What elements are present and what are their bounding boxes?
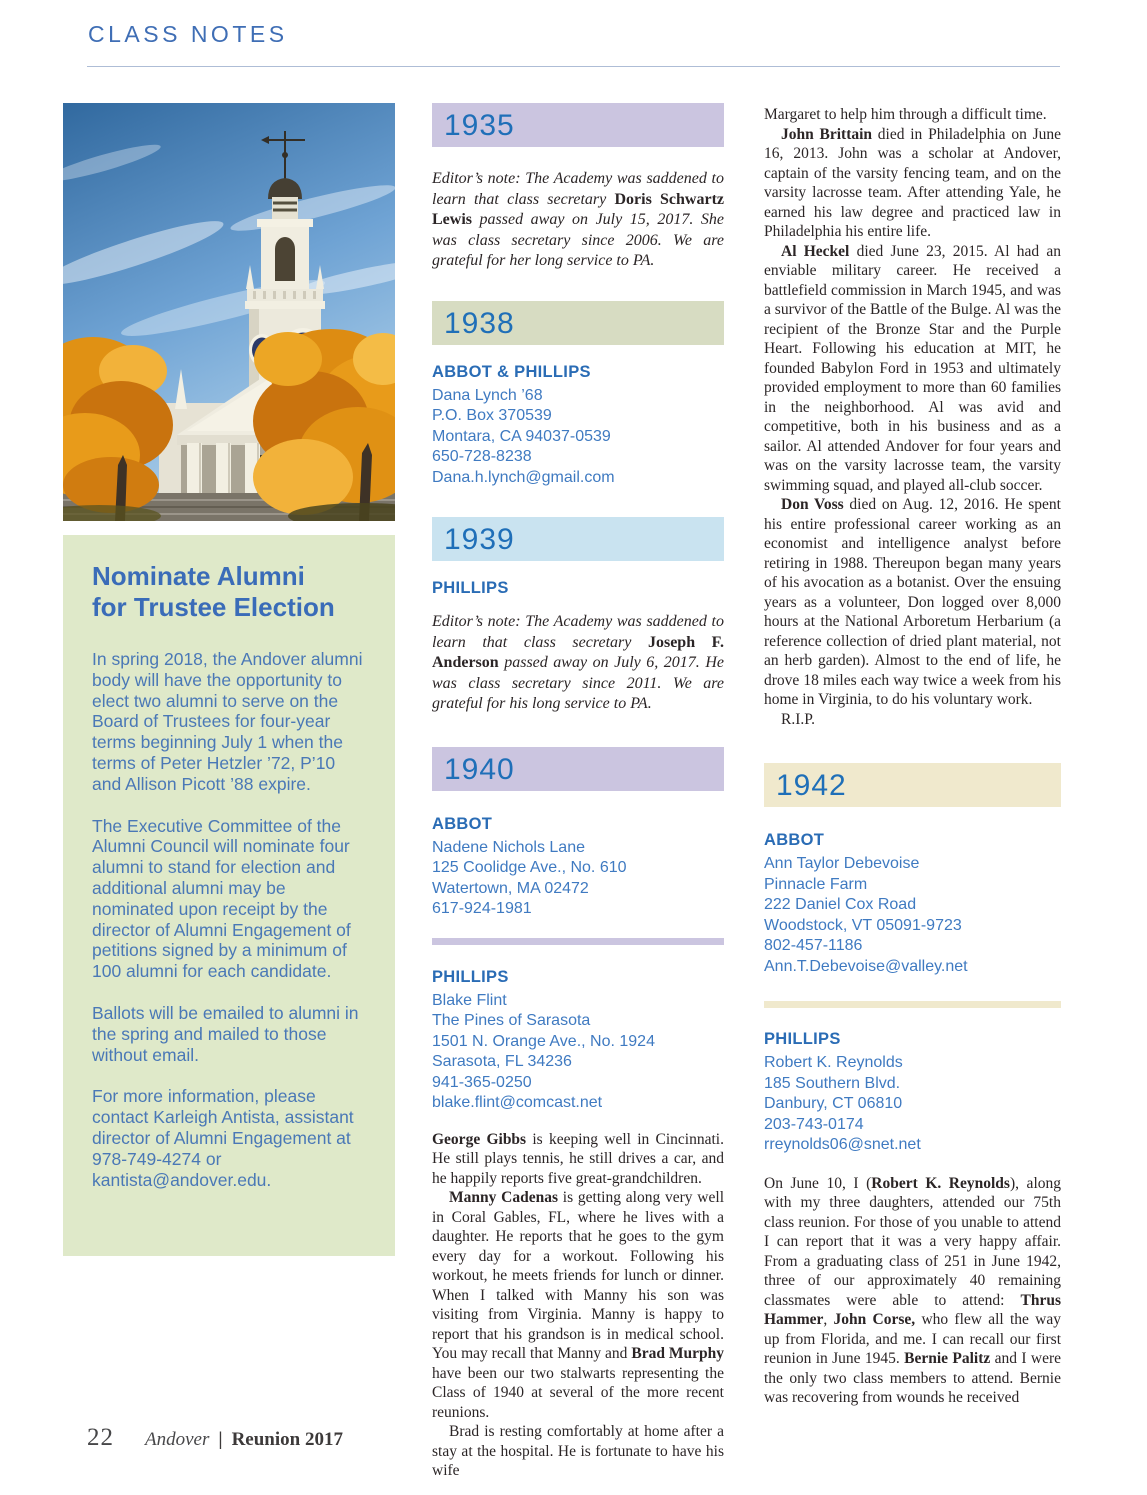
paragraph [764, 710, 1061, 730]
person-name: George Gibbs [432, 1130, 527, 1148]
text-segment: R.I.P. [781, 710, 816, 728]
contact-label-1942-abbot: ABBOT [764, 831, 825, 849]
text-segment: died on Aug. 12, 2016. He spent his entire professional career working as an economist and intelligence analyst before retiring in 1988. Thereupon began many years of his avocation as a botanist. Over the ensuing years as a volunteer, Don logged over 8,000 hours at the National Arboretum Herbarium (a reference collection of dried plant material, not an herb garden). Almost to the end of life, he drove 18 miles each way twice a week from his home in Virginia, to do his voluntary work. [764, 496, 1061, 708]
contact-line: Dana Lynch ’68 [432, 386, 543, 404]
class-notes-1942-text [764, 1174, 1061, 1408]
nominate-paragraph: For more information, please contact Karleigh Antista, assistant director of Alumni Engagement at 978-749-4274 or kantista@andover.edu. [92, 1086, 354, 1190]
section-header-1935 [432, 103, 724, 147]
contact-line: blake.flint@comcast.net [432, 1094, 603, 1111]
class-notes-1940-continued [764, 105, 1061, 729]
contact-line: P.O. Box 370539 [432, 407, 552, 424]
class-notes-1940-text [432, 1130, 724, 1481]
contact-label-1940-abbot: ABBOT [432, 814, 493, 833]
person-name: John Brittain [781, 125, 873, 143]
text-segment: have been our two stalwarts representing the Class of 1940 at several of the more recent reunions. [432, 1364, 724, 1421]
section-divider-1942 [764, 1001, 1061, 1008]
header-rule [87, 66, 1060, 67]
contact-line: 1501 N. Orange Ave., No. 1924 [432, 1032, 655, 1050]
person-name: Robert K. Reynolds [871, 1174, 1010, 1192]
campus-photo [63, 103, 395, 521]
contact-line: Nadene Nichols Lane [432, 838, 585, 856]
text-segment: died in Philadelphia on June 16, 2013. John was a scholar at Andover, captain of the varsity fencing team, and on the varsity lacrosse team. After attending Yale, he earned his law degree and practiced law in Philadelphia his entire life. [764, 125, 1061, 240]
year-1940: 1940 [444, 752, 515, 786]
text-segment: died June 23, 2015. Al had an enviable military career. He received a battlefield commission in March 1945, and was a survivor of the Battle of the Bulge. Al was the recipient of the Bronze Star and the Purple Heart. Following his education at MIT, he founded Babylon Ford in 1953 and ultimately provided employment to more than 60 families in the neighborhood. Al was avid and competitive, both in his business and as a sailor. Al attended Andover for four years and was on the varsity lacrosse team, the varsity swimming squad, and played all-club soccer. [764, 242, 1061, 494]
contact-line: Montara, CA 94037-0539 [432, 427, 611, 445]
contact-line: 185 Southern Blvd. [764, 1074, 901, 1092]
contact-line: 617-924-1981 [432, 900, 532, 917]
contact-label-1940-phillips: PHILLIPS [432, 967, 509, 986]
contact-line: Woodstock, VT 05091-9723 [764, 916, 962, 934]
paragraph [432, 1130, 724, 1189]
section-divider-1940 [432, 938, 724, 945]
contact-line: The Pines of Sarasota [432, 1012, 591, 1029]
text-segment: Brad is resting comfortably at home after a stay at the hospital. He is fortunate to have his wife [432, 1423, 724, 1479]
magazine-name: Andover [145, 1429, 210, 1450]
page-number: 22 [87, 1424, 114, 1451]
paragraph [764, 105, 1061, 125]
section-header-1938 [432, 301, 724, 345]
middle-column [432, 103, 724, 1481]
contact-label-1938: ABBOT & PHILLIPS [432, 362, 591, 381]
page-footer [87, 1424, 343, 1452]
paragraph [432, 1422, 724, 1481]
text-segment: Editor’s note: The Academy was saddened to learn that class secretary [432, 613, 724, 651]
person-name: John Corse, [833, 1311, 916, 1328]
contact-line: 125 Coolidge Ave., No. 610 [432, 859, 627, 876]
contact-info-1942-abbot [764, 854, 1061, 977]
right-autumn-tree [253, 329, 395, 521]
person-name: Doris Schwartz Lewis [432, 190, 724, 228]
text-segment: and I were the only two class members to attend. Bernie was recovering from wounds he received [764, 1350, 1061, 1406]
text-segment: passed away on July 6, 2017. He was class secretary since 2011. We are grateful for his long service to PA. [432, 654, 724, 712]
text-segment: is keeping well in Cincinnati. He still plays tennis, he still drives a car, and he happily reports five great-grandchildren. [432, 1130, 724, 1187]
editors-note-1935 [432, 169, 724, 272]
person-name: Al Heckel [781, 242, 850, 260]
nominate-paragraph: The Executive Committee of the Alumni Council will nominate four alumni to stand for election and additional alumni may be nominated upon receipt by the director of Alumni Engagement of petitions signed by a minimum of 100 alumni for each candidate. [92, 815, 351, 982]
paragraph [764, 1174, 1061, 1408]
section-header-1942 [764, 763, 1061, 807]
text-segment: Editor’s note: The Academy was saddened to learn that class secretary [432, 170, 724, 208]
contact-line: Robert K. Reynolds [764, 1054, 903, 1071]
issue-name: Reunion 2017 [231, 1429, 343, 1450]
footer-separator: | [218, 1429, 223, 1450]
contact-label-1939: PHILLIPS [432, 579, 509, 597]
text-segment: passed away on July 15, 2017. She was class secretary since 2006. We are grateful for her long service to PA. [432, 211, 724, 269]
paragraph [764, 125, 1061, 242]
contact-line: 941-365-0250 [432, 1073, 532, 1091]
paragraph [764, 495, 1061, 710]
contact-line: Ann Taylor Debevoise [764, 855, 920, 872]
text-segment: Margaret to help him through a difficult time. [764, 106, 1047, 123]
left-autumn-tree [63, 337, 173, 521]
page-title: CLASS NOTES [88, 21, 288, 47]
section-header-1940 [432, 747, 724, 791]
contact-info-1940-phillips [432, 991, 724, 1114]
person-name: Brad Murphy [631, 1345, 724, 1362]
paragraph [764, 242, 1061, 496]
contact-line: Watertown, MA 02472 [432, 879, 589, 897]
contact-line: 203-743-0174 [764, 1115, 864, 1133]
text-segment: is getting along very well in Coral Gables, FL, where he lives with a daughter. He reports that he goes to the gym every day for a workout. Following his workout, he meets friends for lunch or dinner. When I talked with Manny his son was visiting from Virginia. Manny is happy to report that his grandson is in medical school. You may recall that Manny and [432, 1189, 724, 1362]
nominate-title-line1: Nominate Alumni [92, 561, 305, 591]
nominate-box [63, 535, 395, 1256]
contact-info-1942-phillips [764, 1053, 1061, 1156]
contact-label-1942-phillips: PHILLIPS [764, 1030, 841, 1048]
person-name: Thrus Hammer [764, 1291, 1061, 1328]
year-1942: 1942 [776, 769, 847, 802]
right-column [764, 105, 1061, 1408]
contact-info-1940-abbot [432, 838, 724, 920]
contact-info-1938 [432, 386, 724, 489]
section-header-1939 [432, 517, 724, 561]
year-1938: 1938 [444, 306, 515, 340]
person-name: Joseph F. Anderson [432, 633, 724, 671]
text-segment: who flew all the way up from Florida, and me. I can recall our first reunion in June 1945. [764, 1311, 1061, 1367]
text-segment: On June 10, I ( [764, 1174, 872, 1192]
contact-line: Dana.h.lynch@gmail.com [432, 468, 615, 486]
nominate-title [92, 561, 366, 623]
person-name: Bernie Palitz [904, 1350, 991, 1367]
nominate-title-line2: for Trustee Election [92, 592, 335, 622]
text-segment: ), along with my three daughters, attended our 75th class reunion. For those of you unable to attend I can report that it was a very happy affair. From a graduating class of 251 in June 1942, three of our approximately 40 remaining classmates were able to attend: [764, 1174, 1061, 1309]
person-name: Don Voss [781, 496, 844, 513]
contact-line: Sarasota, FL 34236 [432, 1053, 572, 1070]
contact-line: Blake Flint [432, 991, 507, 1009]
contact-line: 802-457-1186 [764, 937, 863, 954]
contact-line: 222 Daniel Cox Road [764, 896, 917, 913]
contact-line: 650-728-8238 [432, 448, 532, 465]
contact-line: Danbury, CT 06810 [764, 1095, 903, 1112]
nominate-paragraph: In spring 2018, the Andover alumni body will have the opportunity to elect two alumni to serve on the Board of Trustees for four-year terms beginning July 1 when the terms of Peter Hetzler ’72, P’10 and Allison Picott ’88 expire. [92, 649, 363, 794]
contact-line: Ann.T.Debevoise@valley.net [764, 957, 968, 975]
year-1939: 1939 [444, 523, 515, 556]
contact-line: Pinnacle Farm [764, 875, 868, 893]
nominate-paragraph: Ballots will be emailed to alumni in the spring and mailed to those without email. [92, 1002, 359, 1065]
text-segment: , [823, 1311, 834, 1328]
year-1935: 1935 [444, 109, 515, 142]
contact-line: rreynolds06@snet.net [764, 1136, 921, 1153]
campus-photo-image [63, 103, 395, 521]
editors-note-1939 [432, 612, 724, 715]
nominate-text [92, 649, 366, 1190]
paragraph [432, 1188, 724, 1422]
person-name: Manny Cadenas [449, 1189, 559, 1206]
